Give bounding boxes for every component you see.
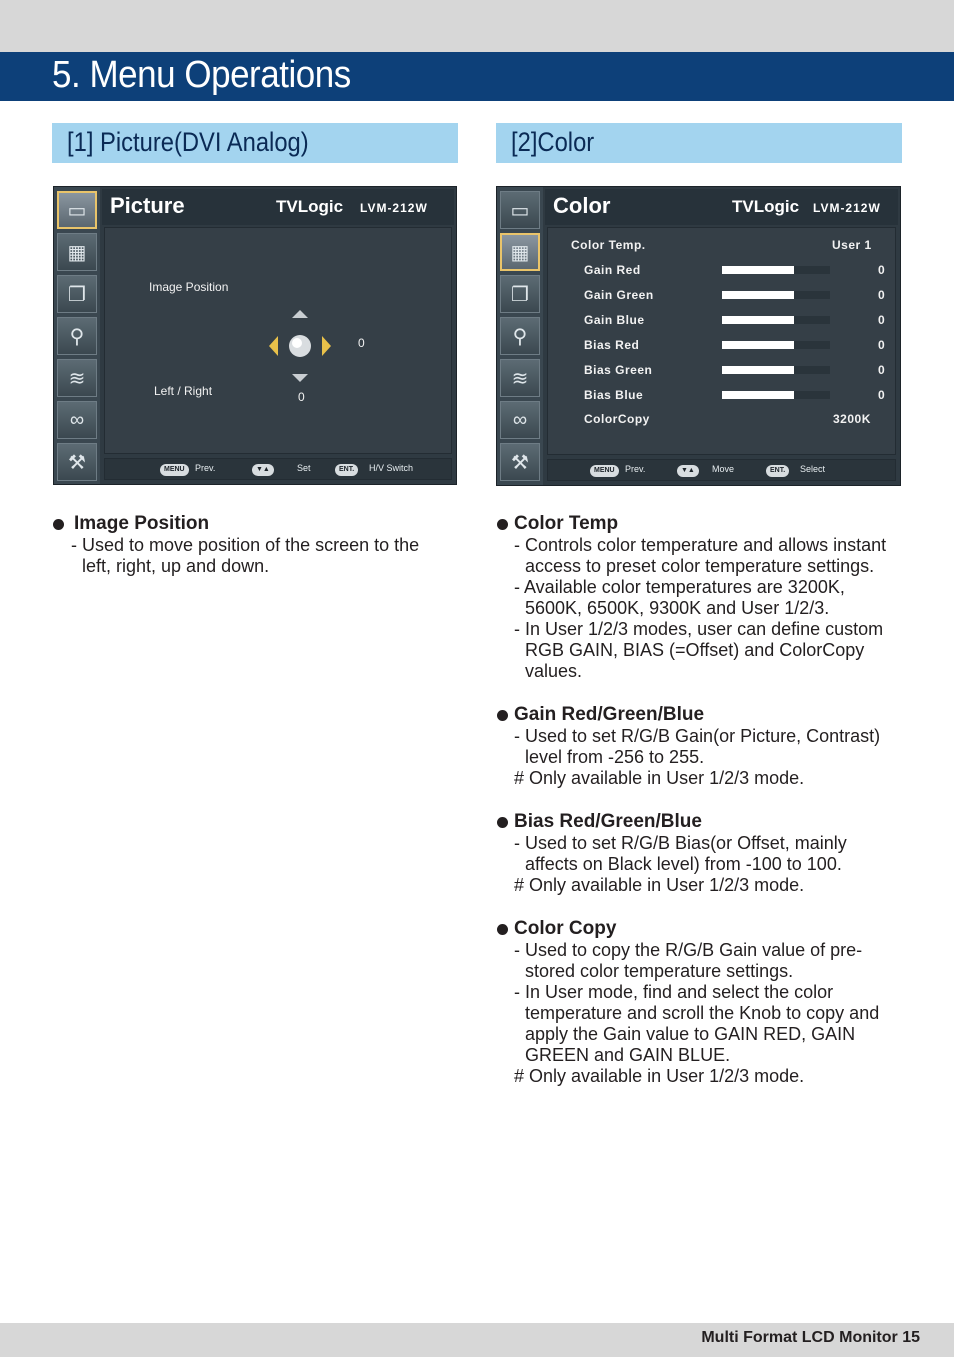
- image-position-item: [52, 513, 452, 577]
- osd-row-bar: [722, 291, 830, 299]
- colorcopy-label: ColorCopy: [584, 412, 650, 426]
- osd-row-bar: [722, 391, 830, 399]
- nav-key: ▼▲: [677, 465, 699, 477]
- osd-row-label: Gain Blue: [584, 313, 645, 327]
- bullet-icon: [497, 519, 508, 530]
- monitor-icon: ▭: [57, 191, 97, 229]
- osd-footer: [547, 459, 896, 481]
- bullet-icon: [497, 924, 508, 935]
- nav-key: ▼▲: [252, 464, 274, 476]
- osd-row-value: 0: [878, 363, 886, 377]
- color-temp-desc-2: - Available color temperatures are 3200K, 5600K, 6500K, 9300K and User 1/2/3.: [514, 577, 845, 618]
- menu-key-label: Prev.: [195, 463, 216, 473]
- ent-key-label: H/V Switch: [369, 463, 414, 473]
- osd-row-bar-fill: [722, 391, 794, 399]
- image-position-desc: - Used to move position of the screen to the left, right, up and down.: [71, 535, 420, 576]
- direction-pad-icon: [265, 306, 335, 386]
- color-copy-desc-1: - Used to copy the R/G/B Gain value of pre-stored color temperature settings.: [514, 940, 863, 981]
- osd-header: [545, 189, 898, 225]
- osd-menu-title: Picture: [110, 193, 185, 218]
- nav-key-label: Set: [297, 463, 311, 473]
- menu-key: MENU: [590, 465, 619, 477]
- menu-key-label: Prev.: [625, 464, 646, 474]
- image-position-label: Image Position: [149, 280, 229, 294]
- color-temp-item: [496, 513, 896, 682]
- osd-row-bar: [722, 341, 830, 349]
- osd-row-value: 0: [878, 263, 886, 277]
- menu-key: MENU: [160, 464, 189, 476]
- osd-row-bar: [722, 316, 830, 324]
- osd-brand: TVLogic: [732, 197, 800, 216]
- osd-row-label: Gain Red: [584, 263, 641, 277]
- footer-text: Multi Format LCD Monitor 15: [701, 1329, 920, 1346]
- monitor-icon: ▭: [500, 191, 540, 229]
- osd-color-screenshot: [496, 186, 901, 486]
- bullet-icon: [497, 817, 508, 828]
- osd-body: [547, 227, 896, 455]
- osd-sidebar: [497, 187, 543, 485]
- osd-row-value: 0: [878, 288, 886, 302]
- osd-row-bar-fill: [722, 366, 794, 374]
- ent-key: ENT.: [766, 465, 789, 477]
- osd-row-bar-fill: [722, 291, 794, 299]
- color-description: [496, 513, 896, 1109]
- section-heading-color: [496, 123, 902, 163]
- osd-footer: [104, 458, 452, 480]
- color-temp-value: User 1: [832, 238, 872, 252]
- image-position-heading: Image Position: [52, 513, 452, 535]
- windows-icon: ❐: [500, 275, 540, 313]
- color-temp-label: Color Temp.: [571, 238, 646, 252]
- left-right-label: Left / Right: [154, 384, 213, 398]
- osd-model: LVM-212W: [360, 201, 428, 215]
- osd-menu-title: Color: [553, 193, 611, 218]
- page-title: 5. Menu Operations: [52, 54, 351, 96]
- gain-desc: - Used to set R/G/B Gain(or Picture, Contrast) level from -256 to 255.: [514, 726, 881, 767]
- ent-key-label: Select: [800, 464, 826, 474]
- color-copy-item: [496, 918, 896, 1087]
- osd-row-label: Gain Green: [584, 288, 654, 302]
- section-heading-picture-label: [1] Picture(DVI Analog): [67, 127, 309, 157]
- waveform-icon: ≋: [500, 359, 540, 397]
- windows-icon: ❐: [57, 275, 97, 313]
- section-heading-picture: [52, 123, 458, 163]
- osd-body: [104, 227, 452, 454]
- wrench-icon: ⚒: [500, 443, 540, 481]
- gain-note: # Only available in User 1/2/3 mode.: [514, 768, 805, 788]
- osd-picture-screenshot: [53, 186, 457, 485]
- osd-row-bar: [722, 266, 830, 274]
- picture-description: [52, 513, 452, 599]
- nav-key-label: Move: [712, 464, 735, 474]
- antenna-icon: ⚲: [500, 317, 540, 355]
- osd-header: [102, 189, 454, 225]
- bullet-icon: [53, 519, 64, 530]
- bias-heading: Bias Red/Green/Blue: [496, 811, 896, 833]
- osd-model: LVM-212W: [813, 201, 881, 215]
- osd-row-bar-fill: [722, 341, 794, 349]
- color-copy-heading: Color Copy: [496, 918, 896, 940]
- gain-item: [496, 704, 896, 789]
- osd-row-value: 0: [878, 313, 886, 327]
- osd-row-label: Bias Blue: [584, 388, 644, 402]
- waveform-icon: ≋: [57, 359, 97, 397]
- color-temp-heading: Color Temp: [496, 513, 896, 535]
- color-chart-icon: ▦: [57, 233, 97, 271]
- osd-row-bar-fill: [722, 266, 794, 274]
- color-temp-desc-3: - In User 1/2/3 modes, user can define custom RGB GAIN, BIAS (=Offset) and ColorCopy values.: [514, 619, 884, 681]
- osd-row-label: Bias Green: [584, 363, 653, 377]
- link-icon: ∞: [57, 401, 97, 439]
- antenna-icon: ⚲: [57, 317, 97, 355]
- osd-row-value: 0: [878, 388, 886, 402]
- bullet-icon: [497, 710, 508, 721]
- colorcopy-value: 3200K: [833, 412, 871, 426]
- osd-row-bar: [722, 366, 830, 374]
- wrench-icon: ⚒: [57, 443, 97, 481]
- bias-item: [496, 811, 896, 896]
- link-icon: ∞: [500, 401, 540, 439]
- page-footer: [0, 1323, 954, 1357]
- color-copy-desc-2: - In User mode, find and select the color temperature and scroll the Knob to copy and apply the Gain value to GAIN RED, GAIN GREEN and GAIN BLUE.: [514, 982, 880, 1065]
- osd-sidebar: [54, 187, 100, 484]
- osd-row-value: 0: [878, 338, 886, 352]
- ent-key: ENT.: [335, 464, 358, 476]
- left-right-value: 0: [298, 390, 305, 404]
- position-value: 0: [358, 336, 365, 350]
- color-temp-desc-1: - Controls color temperature and allows instant access to preset color temperature settings.: [514, 535, 887, 576]
- title-bar: [0, 52, 954, 101]
- bias-note: # Only available in User 1/2/3 mode.: [514, 875, 805, 895]
- section-heading-color-label: [2]Color: [511, 127, 595, 157]
- osd-brand: TVLogic: [276, 197, 344, 216]
- bias-desc: - Used to set R/G/B Bias(or Offset, mainly affects on Black level) from -100 to 100.: [514, 833, 847, 874]
- gain-heading: Gain Red/Green/Blue: [496, 704, 896, 726]
- color-copy-note: # Only available in User 1/2/3 mode.: [514, 1066, 805, 1086]
- osd-row-bar-fill: [722, 316, 794, 324]
- osd-row-label: Bias Red: [584, 338, 640, 352]
- top-band: [0, 0, 954, 52]
- color-chart-icon: ▦: [500, 233, 540, 271]
